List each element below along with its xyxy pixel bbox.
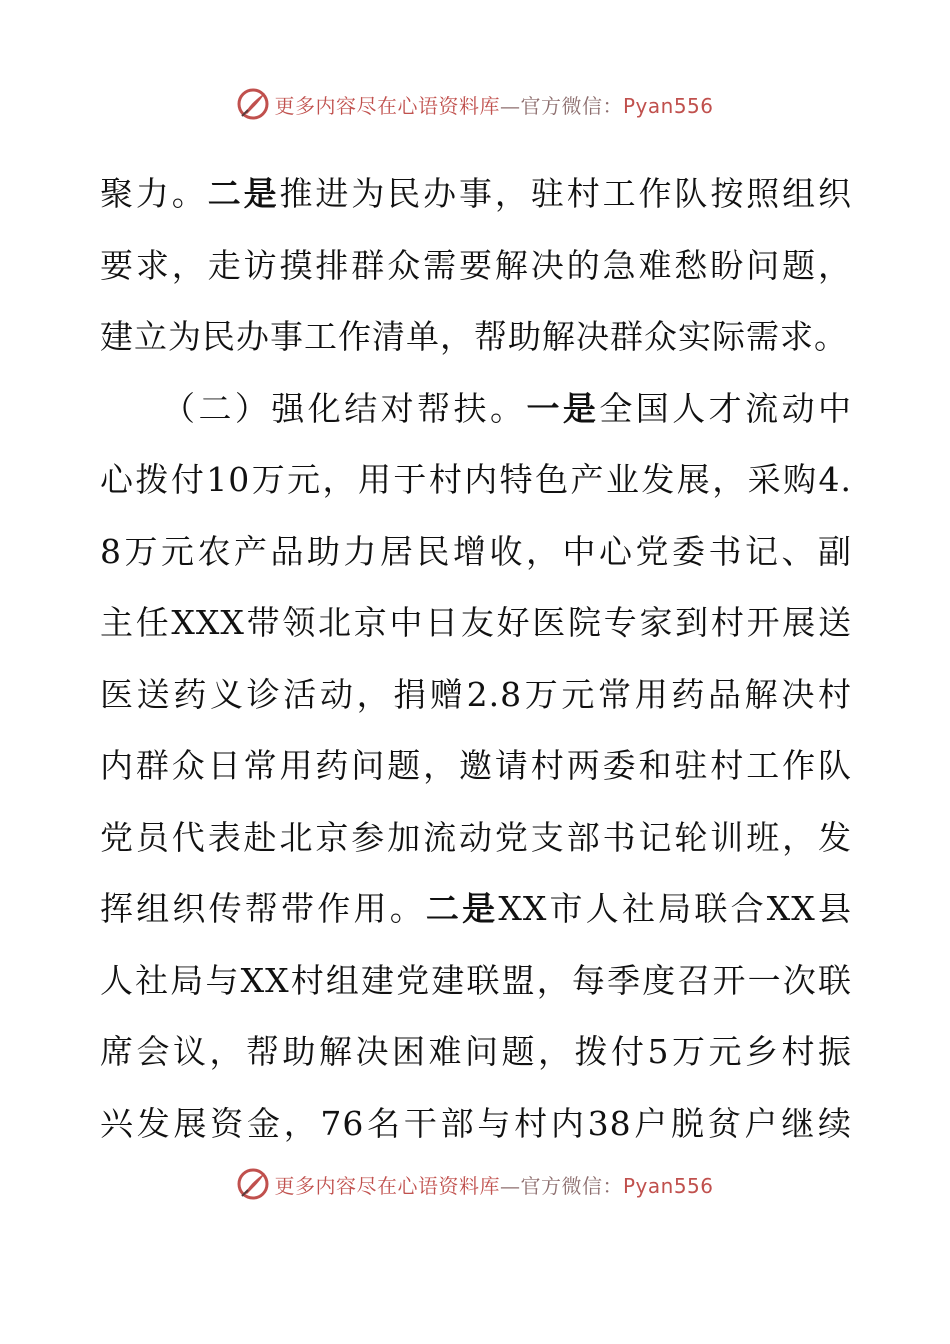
watermark-text <box>274 1170 713 1199</box>
body-text: 主任XXX带领北京中日友好医院专家到村开展送 <box>100 603 852 642</box>
text-line <box>100 373 852 445</box>
text-line <box>100 873 852 945</box>
watermark-dash: — <box>499 93 521 118</box>
body-text: 推进为民办事，驻村工作队按照组织 <box>279 174 853 213</box>
body-text: 全国人才流动中 <box>599 388 853 428</box>
watermark-header <box>0 84 950 124</box>
quill-logo-icon <box>236 87 270 121</box>
emphasis-text: 二是 <box>207 174 280 213</box>
text-line <box>100 802 852 874</box>
body-text: 要求，走访摸排群众需要解决的急难愁盼问题， <box>100 245 852 285</box>
watermark-main: 更多内容尽在心语资料库 <box>274 93 500 118</box>
text-line <box>100 230 852 302</box>
watermark-main: 更多内容尽在心语资料库 <box>274 1173 500 1198</box>
body-text: 心拨付10万元，用于村内特色产业发展，采购4. <box>100 460 852 499</box>
watermark-dash: — <box>499 1173 521 1198</box>
body-text: 内群众日常用药问题，邀请村两委和驻村工作队 <box>100 746 852 785</box>
body-text: 兴发展资金，76名干部与村内38户脱贫户继续 <box>100 1103 852 1143</box>
text-line <box>100 516 852 588</box>
watermark-label: 官方微信： <box>520 1173 623 1198</box>
body-text: 席会议，帮助解决困难问题，拨付5万元乡村振 <box>100 1032 852 1071</box>
watermark-id: Pyan556 <box>622 1173 714 1198</box>
text-line <box>100 158 852 230</box>
body-text: XX市人社局联合XX县 <box>498 889 853 928</box>
body-text: 建立为民办事工作清单，帮助解决群众实际需求。 <box>100 317 848 356</box>
body-text: 聚力。 <box>100 174 208 213</box>
emphasis-text: 二是 <box>425 889 499 928</box>
text-line <box>100 1088 852 1160</box>
emphasis-text: 一是 <box>526 388 600 428</box>
watermark-id: Pyan556 <box>622 93 714 118</box>
body-text: （二）强化结对帮扶。 <box>162 388 527 428</box>
text-line <box>100 730 852 802</box>
body-text: 党员代表赴北京参加流动党支部书记轮训班，发 <box>100 817 852 857</box>
body-text: 医送药义诊活动，捐赠2.8万元常用药品解决村 <box>100 674 852 714</box>
text-line <box>100 1016 852 1088</box>
watermark-footer <box>0 1164 950 1204</box>
text-line <box>100 945 852 1017</box>
watermark-label: 官方微信： <box>520 93 623 118</box>
document-body <box>100 158 852 1159</box>
text-line <box>100 301 852 373</box>
text-line <box>100 444 852 516</box>
watermark-text <box>274 90 713 119</box>
quill-logo-icon <box>236 1167 270 1201</box>
body-text: 挥组织传帮带作用。 <box>100 889 426 928</box>
body-text: 8万元农产品助力居民增收，中心党委书记、副 <box>100 531 852 571</box>
body-text: 人社局与XX村组建党建联盟，每季度召开一次联 <box>100 960 852 1000</box>
text-line <box>100 659 852 731</box>
text-line <box>100 587 852 659</box>
